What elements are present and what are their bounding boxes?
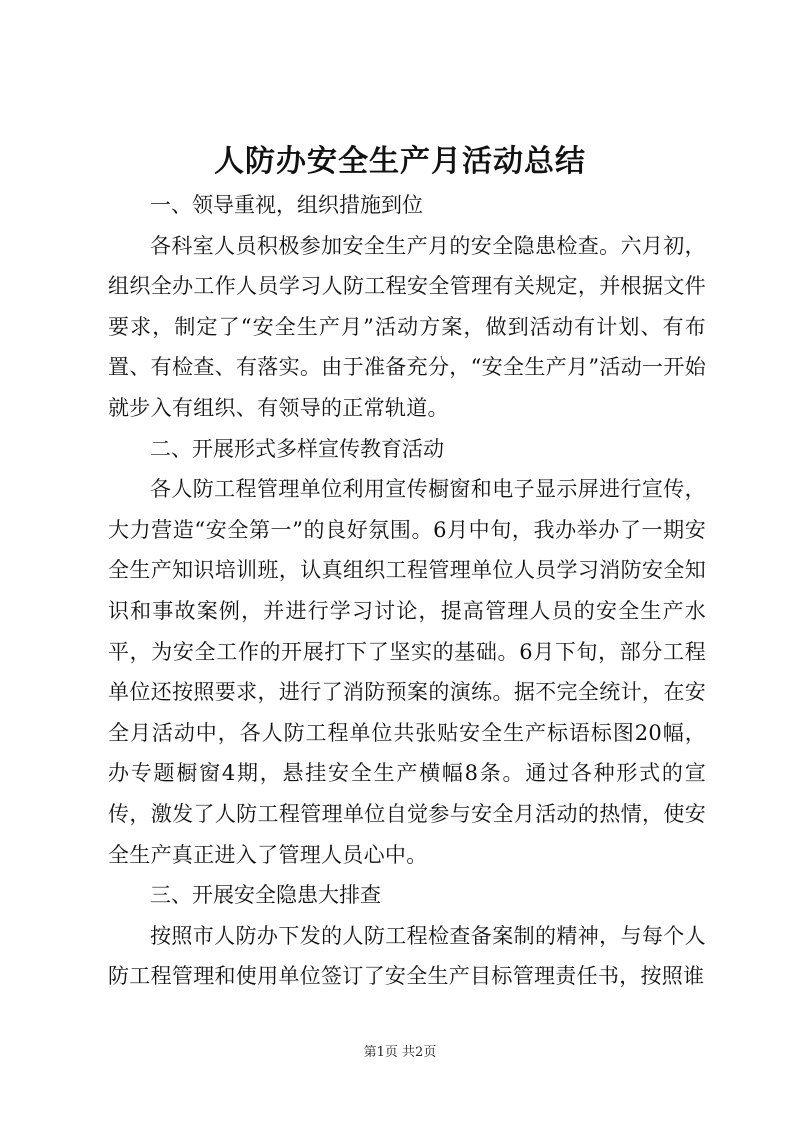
section-heading-2: 二、开展形式多样宣传教育活动 <box>150 436 444 461</box>
section-heading-1: 一、领导重视，组织措施到位 <box>150 193 423 217</box>
section-paragraph-2: 各人防工程管理单位利用宣传橱窗和电子显示屏进行宣传，大力营造“安全第一”的良好氛围。6月中旬，我办举办了一期安全生产知识培训班，认真组织工程管理单位人员学习消防安全知识和事故案例，并进行学习讨论，提高管理人员的安全生产水平，为安全工作的开展打下了坚实的基础。6月下旬，部分工程单位还按照要求，进行了消防预案的演练。据不完全统计，在安全月活动中，各人防工程单位共张贴安全生产标语标图20幅，办专题橱窗4期，悬挂安全生产横幅8条。通过各种形式的宣传，激发了人防工程管理单位自觉参与安全月活动的热情，使安全生产真正进入了管理人员心中。 <box>108 477 706 867</box>
page-footer: 第1页 共2页 <box>363 1045 437 1060</box>
document-body <box>108 185 706 997</box>
document-title: 人防办安全生产月活动总结 <box>214 144 586 179</box>
section-heading-3: 三、开展安全隐患大排查 <box>150 883 381 908</box>
section-paragraph-1: 各科室人员积极参加安全生产月的安全隐患检查。六月初，组织全办工作人员学习人防工程安全管理有关规定，并根据文件要求，制定了“安全生产月”活动方案，做到活动有计划、有布置、有检查、有落实。由于准备充分，“安全生产月”活动一开始就步入有组织、有领导的正常轨道。 <box>108 233 706 420</box>
section-paragraph-3: 按照市人防办下发的人防工程检查备案制的精神，与每个人防工程管理和使用单位签订了安全生产目标管理责任书，按照谁 <box>108 923 706 989</box>
